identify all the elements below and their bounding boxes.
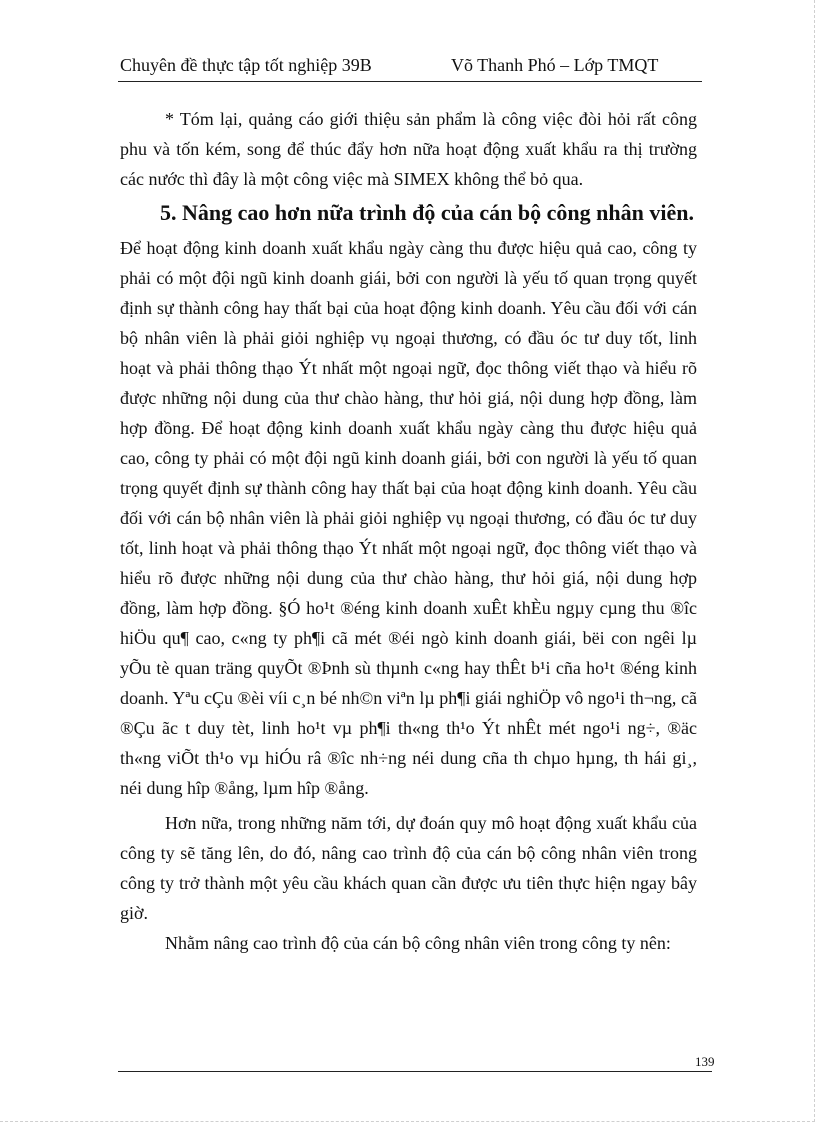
header-divider (118, 81, 702, 82)
paragraph-staff-requirements: Để hoạt động kinh doanh xuất khẩu ngày càng thu được hiệu quả cao, công ty phải có một đội ngũ kinh doanh giái, bởi con người là yếu tố quan trọng quyết định sự thành công hay thất bại của hoạt động kinh doanh. Yêu cầu đối với cán bộ nhân viên là phải giỏi nghiệp vụ ngoại thương, có đầu óc tư duy tốt, linh hoạt và phải thông thạo Ýt nhất một ngoại ngữ, đọc thông viết thạo và hiểu rõ được những nội dung của thư chào hàng, thư hỏi giá, nội dung hợp đồng, làm hợp đồng. Để hoạt động kinh doanh xuất khẩu ngày càng thu được hiệu quả cao, công ty phải có một đội ngũ kinh doanh giái, bởi con người là yếu tố quan trọng quyết định sự thành công hay thất bại của hoạt động kinh doanh. Yêu cầu đối với cán bộ nhân viên là phải giỏi nghiệp vụ ngoại thương, có đầu óc tư duy tốt, linh hoạt và phải thông thạo Ýt nhất một ngoại ngữ, đọc thông viết thạo và hiểu rõ được những nội dung của thư chào hàng, thư hỏi giá, nội dung hợp đồng, làm hợp đồng. §Ó ho¹t ®éng kinh doanh xuÊt khÈu ngµy cµng thu ®îc hiÖu qu¶ cao, c«ng ty ph¶i cã mét ®éi ngò kinh doanh giái, bëi con ngêi lµ yÕu tè quan träng quyÕt ®Þnh sù thµnh c«ng hay thÊt b¹i cña ho¹t ®éng kinh doanh. Yªu cÇu ®èi víi c¸n bé nh©n viªn lµ ph¶i giái nghiÖp vô ngo¹i th¬ng, cã ®Çu ãc t duy tèt, linh ho¹t vµ ph¶i th«ng th¹o Ýt nhÊt mét ngo¹i ng÷, ®äc th«ng viÕt th¹o vµ hiÓu râ ®îc nh÷ng néi dung cña th chµo hµng, th hái gi¸, néi dung hîp ®ång, lµm hîp ®ång. (120, 238, 697, 798)
header-title: Chuyên đề thực tập tốt nghiệp 39B (120, 55, 372, 75)
paragraph-measures-intro: Nhằm nâng cao trình độ của cán bộ công nhân viên trong công ty nên: (165, 933, 671, 953)
page-number: 139 (695, 1054, 715, 1069)
footer-divider (118, 1071, 712, 1072)
paragraph-future-scale: Hơn nữa, trong những năm tới, dự đoán quy mô hoạt động xuất khẩu của công ty sẽ tăng lên, do đó, nâng cao trình độ của cán bộ công nhân viên trong công ty trở thành một yêu cầu khách quan cần được ưu tiên thực hiện ngay bây giờ. (120, 813, 697, 923)
section-heading: 5. Nâng cao hơn nữa trình độ của cán bộ công nhân viên. (160, 200, 694, 225)
paragraph-summary (120, 104, 697, 194)
header-author: Võ Thanh Phó – Lớp TMQT (451, 55, 659, 75)
paragraph-summary-text: * Tóm lại, quảng cáo giới thiệu sản phẩm là công việc đòi hỏi rất công phu và tốn kém, song để thúc đẩy hơn nữa hoạt động xuất khẩu ra thị trường các nước thì đây là một công việc mà SIMEX không thể bỏ qua. (120, 109, 697, 189)
